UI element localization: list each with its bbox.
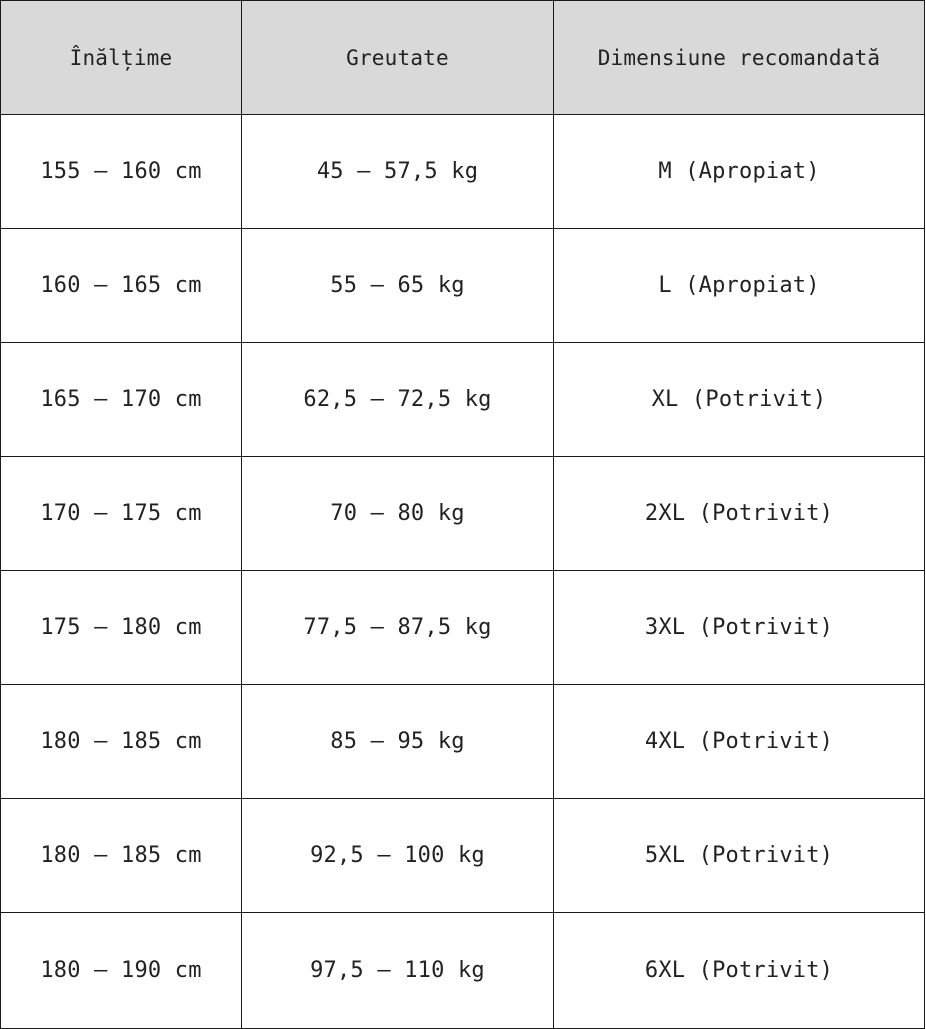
cell-height: 165 – 170 cm <box>1 343 242 457</box>
cell-weight: 77,5 – 87,5 kg <box>242 571 554 685</box>
cell-height: 170 – 175 cm <box>1 457 242 571</box>
cell-size: XL (Potrivit) <box>554 343 925 457</box>
cell-height: 180 – 190 cm <box>1 913 242 1029</box>
cell-weight: 45 – 57,5 kg <box>242 115 554 229</box>
cell-size: 6XL (Potrivit) <box>554 913 925 1029</box>
cell-height: 155 – 160 cm <box>1 115 242 229</box>
table-row <box>1 457 925 571</box>
header-row <box>1 1 925 115</box>
table-row <box>1 229 925 343</box>
cell-size: 4XL (Potrivit) <box>554 685 925 799</box>
cell-size: M (Apropiat) <box>554 115 925 229</box>
cell-weight: 92,5 – 100 kg <box>242 799 554 913</box>
table-header <box>1 1 925 115</box>
table-row <box>1 571 925 685</box>
cell-weight: 62,5 – 72,5 kg <box>242 343 554 457</box>
header-recommended-size: Dimensiune recomandată <box>554 1 925 115</box>
cell-height: 175 – 180 cm <box>1 571 242 685</box>
table-row <box>1 343 925 457</box>
cell-weight: 85 – 95 kg <box>242 685 554 799</box>
cell-size: L (Apropiat) <box>554 229 925 343</box>
cell-height: 180 – 185 cm <box>1 685 242 799</box>
table-row <box>1 799 925 913</box>
cell-weight: 55 – 65 kg <box>242 229 554 343</box>
cell-size: 3XL (Potrivit) <box>554 571 925 685</box>
table-row <box>1 685 925 799</box>
header-height: Înălțime <box>1 1 242 115</box>
cell-weight: 97,5 – 110 kg <box>242 913 554 1029</box>
table-row <box>1 913 925 1029</box>
header-weight: Greutate <box>242 1 554 115</box>
cell-height: 160 – 165 cm <box>1 229 242 343</box>
cell-size: 2XL (Potrivit) <box>554 457 925 571</box>
cell-height: 180 – 185 cm <box>1 799 242 913</box>
cell-weight: 70 – 80 kg <box>242 457 554 571</box>
cell-size: 5XL (Potrivit) <box>554 799 925 913</box>
table-body <box>1 115 925 1029</box>
table-row <box>1 115 925 229</box>
